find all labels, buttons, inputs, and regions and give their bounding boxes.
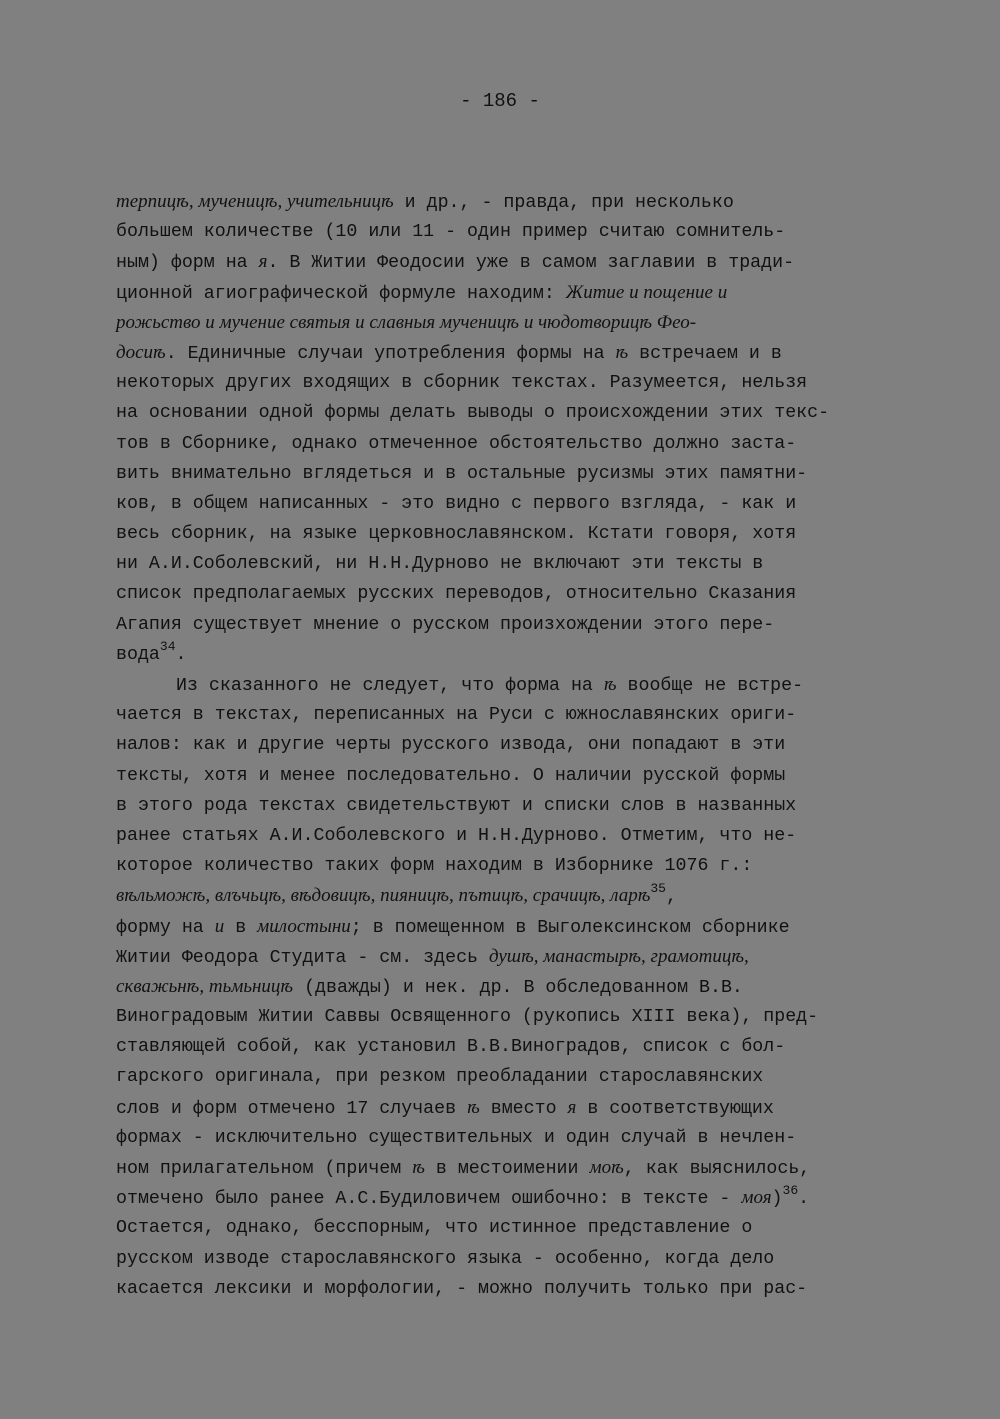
text-segment: список предполагаемых русских переводов, относительно Сказания xyxy=(116,584,797,605)
text-line xyxy=(116,187,916,217)
text-segment: . xyxy=(798,1189,810,1210)
text-line xyxy=(116,338,916,368)
text-segment: в местоимении xyxy=(424,1159,590,1179)
text-line xyxy=(116,278,916,308)
text-segment: ни А.И.Соболевский, ни Н.Н.Дурново не включают эти тексты в xyxy=(116,554,764,575)
text-line xyxy=(116,670,916,700)
text-segment: и xyxy=(214,915,225,937)
text-segment: рожьство и мучение святыя и славныя мученицѣ и чюдотворицѣ Фео- xyxy=(116,311,697,333)
text-segment: гарского оригинала, при резком преобладании старославянских xyxy=(116,1067,764,1088)
text-line xyxy=(116,1093,916,1123)
text-segment: чается в текстах, переписанных на Руси с южнославянских ориги- xyxy=(116,705,797,726)
text-line xyxy=(116,247,916,277)
text-segment: встречаем и в xyxy=(628,343,782,364)
text-segment: Агапия существует мнение о русском произхождении этого пере- xyxy=(116,614,775,635)
text-line xyxy=(116,610,916,640)
text-line xyxy=(116,519,916,549)
text-segment: Житии Феодора Студита - см. здесь xyxy=(116,947,489,968)
text-line xyxy=(116,761,916,791)
text-segment: в соответствующих xyxy=(576,1098,774,1119)
footnote-ref: 36 xyxy=(782,1183,799,1199)
text-line xyxy=(116,489,916,519)
text-line xyxy=(116,700,916,730)
text-segment: Остается, однако, бесспорным, что истинное представление о xyxy=(116,1218,753,1239)
text-segment: терпицѣ, мученицѣ, учительницѣ xyxy=(116,191,394,212)
footnote-ref: 34 xyxy=(159,638,176,654)
text-segment: Виноградовым Житии Саввы Освященного (рукопись XIII века), пред- xyxy=(116,1007,819,1028)
text-segment: и др., - правда, при несколько xyxy=(393,193,734,213)
text-segment: тов в Сборнике, однако отмеченное обстоятельство должно заста- xyxy=(116,433,797,454)
text-segment: ков, в общем написанных - это видно с первого взгляда, - как и xyxy=(116,493,797,514)
text-line xyxy=(116,579,916,609)
text-segment: на основании одной формы делать выводы о происхождении этих текс- xyxy=(116,403,830,424)
text-line xyxy=(116,1213,916,1243)
text-segment: весь сборник, на языке церковнославянском. Кстати говоря, хотя xyxy=(116,524,797,545)
text-segment: ставляющей собой, как установил В.В.Виноградов, список с бол- xyxy=(116,1037,786,1058)
text-segment: скважьнѣ, тьмьницѣ xyxy=(116,975,294,997)
text-segment: моѣ xyxy=(589,1157,624,1178)
text-segment: вѣльможѣ, влъчьцѣ, вѣдовицѣ, пияницѣ, пътицѣ, срачицѣ, ларѣ xyxy=(116,885,651,907)
text-segment: большем количестве (10 или 11 - один пример считаю сомнитель- xyxy=(116,222,786,243)
text-segment: ) xyxy=(771,1189,783,1210)
text-segment: ѣ xyxy=(615,341,629,363)
text-line xyxy=(116,308,916,338)
text-segment: . xyxy=(175,644,187,665)
text-line xyxy=(116,1274,916,1304)
text-line xyxy=(116,640,916,670)
text-line xyxy=(116,942,916,972)
text-segment: ным) форм на xyxy=(116,253,259,274)
text-line xyxy=(116,1002,916,1032)
text-line xyxy=(116,1153,916,1183)
text-line xyxy=(116,1062,916,1092)
text-segment: Из сказанного не следует, что форма на xyxy=(176,676,604,696)
text-line xyxy=(116,1183,916,1213)
text-segment: вообще не встре- xyxy=(616,676,804,696)
text-segment: вить внимательно вглядеться и в остальные русизмы этих памятни- xyxy=(116,463,808,484)
text-segment: тексты, хотя и менее последовательно. О наличии русской формы xyxy=(116,765,786,786)
text-segment: формах - исключительно существительных и один случай в нечлен- xyxy=(116,1127,797,1148)
text-segment: ѣ xyxy=(467,1096,480,1118)
text-segment: я xyxy=(258,251,268,273)
text-segment: . Единичные случаи употребления формы на xyxy=(165,343,616,364)
text-segment: в xyxy=(224,917,258,938)
text-line xyxy=(116,730,916,760)
text-segment: (дважды) и нек. др. В обследованном В.В. xyxy=(293,977,743,998)
text-segment: ѣ xyxy=(412,1157,425,1178)
text-segment: ѣ xyxy=(603,674,617,695)
text-segment: которое количество таких форм находим в Изборнике 1076 г.: xyxy=(116,856,753,877)
text-segment: некоторых других входящих в сборник текстах. Разумеется, нельзя xyxy=(116,373,808,394)
text-line xyxy=(116,1123,916,1153)
text-segment: касается лексики и морфологии, - можно получить только при рас- xyxy=(116,1278,808,1299)
text-segment: слов и форм отмечено 17 случаев xyxy=(116,1098,468,1119)
text-segment: ном прилагательном (причем xyxy=(116,1159,413,1179)
text-segment: форму на xyxy=(116,917,215,938)
text-segment: , xyxy=(665,887,677,908)
text-segment: я xyxy=(567,1096,577,1118)
body-text xyxy=(116,187,916,1304)
text-line xyxy=(116,429,916,459)
text-line xyxy=(116,217,916,247)
text-line xyxy=(116,881,916,911)
text-segment: вместо xyxy=(479,1098,568,1119)
text-segment: душѣ, манастырѣ, грамотицѣ, xyxy=(489,945,749,967)
text-segment: вода xyxy=(116,644,160,665)
text-segment: отмечено было ранее А.С.Будиловичем ошибочно: в тексте - xyxy=(116,1189,742,1210)
footnote-ref: 35 xyxy=(650,881,666,897)
text-segment: Житие и пощение и xyxy=(565,281,728,303)
text-segment: ранее статьях А.И.Соболевского и Н.Н.Дурново. Отметим, что не- xyxy=(116,825,797,846)
text-line xyxy=(116,1244,916,1274)
text-segment: налов: как и другие черты русского извода, они попадают в эти xyxy=(116,735,786,756)
text-segment: русском изводе старославянского языка - особенно, когда дело xyxy=(116,1248,775,1269)
text-line xyxy=(116,549,916,579)
text-segment: моя xyxy=(741,1187,772,1209)
text-segment: милостыни xyxy=(257,915,351,937)
text-segment: , как выяснилось, xyxy=(623,1159,811,1179)
text-line xyxy=(116,912,916,942)
text-line xyxy=(116,1032,916,1062)
text-segment: в этого рода текстах свидетельствуют и списки слов в названных xyxy=(116,795,797,816)
text-segment: досиѣ xyxy=(116,341,166,363)
text-segment: ; в помещенном в Выголексинском сборнике xyxy=(350,917,790,938)
text-line xyxy=(116,398,916,428)
text-segment: ционной агиографической формуле находим: xyxy=(116,283,566,304)
text-line xyxy=(116,791,916,821)
text-segment: . В Житии Феодосии уже в самом заглавии в тради- xyxy=(267,253,795,274)
text-line xyxy=(116,459,916,489)
text-line xyxy=(116,851,916,881)
text-line xyxy=(116,368,916,398)
text-line xyxy=(116,821,916,851)
text-line xyxy=(116,972,916,1002)
page-number: - 186 - xyxy=(460,90,540,112)
